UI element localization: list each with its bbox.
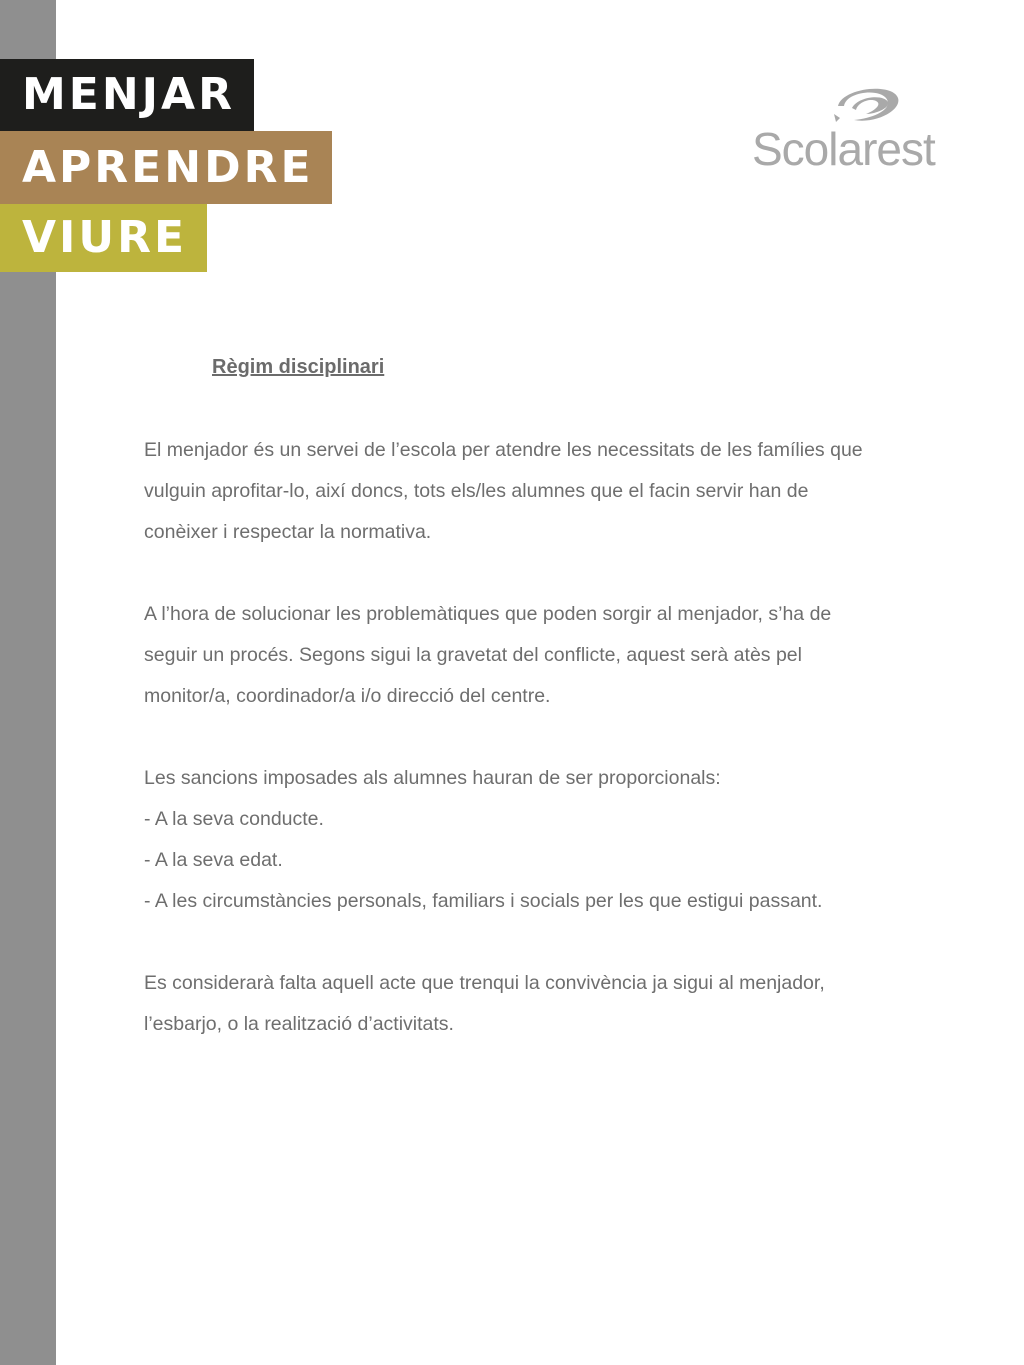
brand-viure: VIURE (0, 204, 207, 272)
scolarest-logo (752, 84, 935, 175)
brand-menjar: MENJAR (0, 59, 254, 131)
sanctions-intro: Les sancions imposades als alumnes hauran de ser proporcionals: (144, 767, 721, 789)
sanctions-item: - A la seva conducte. (144, 808, 324, 830)
scolarest-logo-text: Scolarest (752, 123, 935, 175)
paragraph-line: El menjador és un servei de l’escola per atendre les necessitats de les famílies que (144, 439, 863, 461)
paragraph-line: Es considerarà falta aquell acte que trenqui la convivència ja sigui al menjador, (144, 972, 825, 994)
paragraph-line: l’esbarjo, o la realització d’activitats. (144, 1013, 454, 1035)
sanctions-item: - A les circumstàncies personals, familiars i socials per les que estigui passant. (144, 890, 823, 912)
document-title: Règim disciplinari (212, 356, 385, 378)
paragraph-line: A l’hora de solucionar les problemàtiques que poden sorgir al menjador, s’ha de (144, 603, 832, 625)
sanctions-item: - A la seva edat. (144, 849, 283, 871)
document-body (144, 430, 944, 1045)
paragraph-line: monitor/a, coordinador/a i/o direcció del centre. (144, 685, 551, 707)
paragraph-line: conèixer i respectar la normativa. (144, 521, 432, 543)
paragraph-line: seguir un procés. Segons sigui la gravetat del conflicte, aquest serà atès pel (144, 644, 802, 666)
brand-aprendre: APRENDRE (0, 131, 332, 204)
paragraph-line: vulguin aprofitar-lo, així doncs, tots els/les alumnes que el facin servir han de (144, 480, 809, 502)
